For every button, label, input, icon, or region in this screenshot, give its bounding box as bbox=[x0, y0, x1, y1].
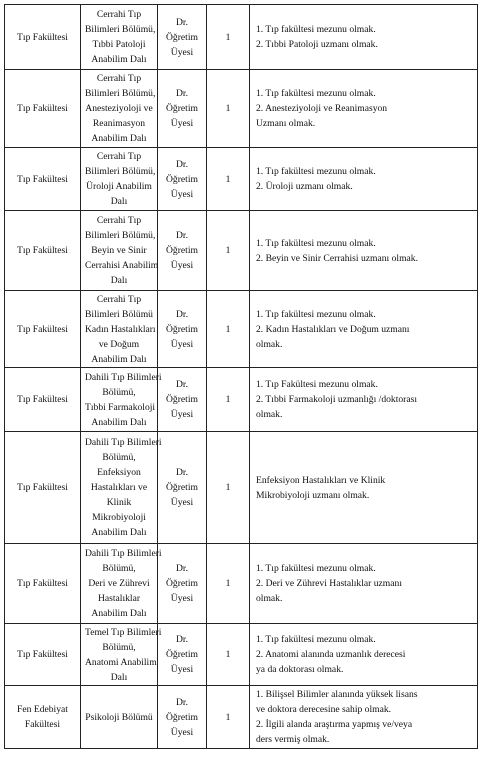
department-cell bbox=[81, 432, 162, 544]
requirements-line: 2. Beyin ve Sinir Cerrahisi uzmanı olmak. bbox=[256, 252, 418, 264]
requirements-cell bbox=[250, 432, 478, 544]
faculty-cell bbox=[5, 624, 81, 686]
position-count-cell bbox=[207, 544, 250, 624]
department-line: Hastalıkları ve bbox=[90, 482, 148, 493]
academic-title-line: Dr. bbox=[176, 563, 188, 574]
department-line: Cerrahi Tıp bbox=[96, 293, 142, 305]
department-line: Dahili Tıp Bilimleri bbox=[85, 437, 162, 448]
requirements-line: 1. Tıp fakültesi mezunu olmak. bbox=[256, 166, 376, 177]
requirements-cell bbox=[250, 544, 478, 624]
faculty-line: Fakültesi bbox=[24, 719, 61, 730]
position-count-cell bbox=[207, 686, 250, 749]
position-count-cell bbox=[207, 368, 250, 432]
faculty-cell bbox=[5, 5, 81, 70]
department-line: Bölümü, bbox=[102, 641, 136, 653]
position-count-cell bbox=[207, 624, 250, 686]
department-line: Dalı bbox=[110, 196, 128, 207]
requirements-line: 2. Tıbbi Farmakoloji uzmanlığı /doktorası bbox=[256, 394, 418, 405]
position-count-value: 1 bbox=[225, 482, 231, 493]
requirements-line: 2. Tıbbi Patoloji uzmanı olmak. bbox=[256, 39, 378, 50]
requirements-line: Mikrobiyoloji uzmanı olmak. bbox=[256, 489, 370, 501]
requirements-line: 2. Deri ve Zührevi Hastalıklar uzmanı bbox=[256, 578, 402, 589]
department-line: Bölümü, bbox=[102, 452, 136, 463]
requirements-line: ders vermiş olmak. bbox=[256, 734, 330, 745]
table-row bbox=[5, 211, 478, 291]
requirements-cell bbox=[250, 624, 478, 686]
faculty-cell bbox=[5, 368, 81, 432]
position-count-value: 1 bbox=[225, 649, 231, 660]
department-line: Anabilim Dalı bbox=[91, 527, 147, 538]
department-line: Cerrahi Tıp bbox=[96, 215, 142, 226]
academic-title-cell bbox=[158, 291, 207, 368]
department-cell bbox=[81, 544, 162, 624]
position-count-cell bbox=[207, 148, 250, 211]
academic-title-cell bbox=[158, 5, 207, 70]
requirements-line: olmak. bbox=[256, 593, 283, 604]
requirements-line: ya da doktorası olmak. bbox=[256, 664, 344, 675]
position-count-value: 1 bbox=[225, 245, 231, 256]
department-line: ve Doğum bbox=[98, 338, 140, 350]
academic-title-line: Öğretim bbox=[166, 482, 198, 493]
department-line: Bilimleri Bölümü, bbox=[85, 88, 156, 99]
department-cell bbox=[81, 5, 158, 70]
faculty-cell bbox=[5, 432, 81, 544]
academic-title-line: Üyesi bbox=[170, 409, 194, 420]
academic-title-line: Üyesi bbox=[170, 338, 194, 350]
department-line: Bilimleri Bölümü, bbox=[85, 24, 156, 35]
faculty-line: Tıp Fakültesi bbox=[17, 323, 68, 335]
academic-title-cell bbox=[158, 686, 207, 749]
department-line: Anabilim Dalı bbox=[91, 608, 147, 619]
academic-title-cell bbox=[158, 70, 207, 148]
department-line: Tıbbi Patoloji bbox=[92, 39, 146, 50]
requirements-cell bbox=[250, 5, 478, 70]
requirements-line: 1. Tıp fakültesi mezunu olmak. bbox=[256, 237, 376, 249]
requirements-line: 2. İlgili alanda araştırma yapmış ve/veya bbox=[256, 719, 413, 730]
department-line: Bölümü, bbox=[102, 563, 136, 574]
requirements-line: 1. Tıp fakültesi mezunu olmak. bbox=[256, 634, 376, 645]
department-line: Beyin ve Sinir bbox=[91, 245, 147, 256]
academic-title-line: Dr. bbox=[176, 379, 188, 390]
department-cell bbox=[81, 291, 158, 368]
faculty-cell bbox=[5, 544, 81, 624]
department-line: Dahili Tıp Bilimleri bbox=[85, 371, 162, 383]
department-line: Bilimleri Bölümü, bbox=[85, 166, 156, 177]
department-cell bbox=[81, 368, 162, 432]
department-line: Hastalıklar bbox=[97, 593, 141, 604]
requirements-line: 1. Tıp fakültesi mezunu olmak. bbox=[256, 24, 376, 35]
academic-title-line: Üyesi bbox=[170, 726, 194, 738]
position-count-cell bbox=[207, 291, 250, 368]
academic-title-line: Üyesi bbox=[170, 260, 194, 271]
academic-title-line: Dr. bbox=[176, 634, 188, 645]
requirements-line: 1. Tıp Fakültesi mezunu olmak. bbox=[256, 379, 378, 390]
department-line: Cerrahi Tıp bbox=[96, 73, 142, 84]
requirements-cell bbox=[250, 211, 478, 291]
academic-title-cell bbox=[158, 544, 207, 624]
requirements-cell bbox=[250, 686, 478, 749]
position-count-value: 1 bbox=[225, 711, 231, 723]
table-row bbox=[5, 5, 478, 70]
department-line: Dahili Tıp Bilimleri bbox=[85, 548, 162, 559]
department-cell bbox=[81, 211, 158, 291]
department-line: Klinik bbox=[106, 497, 132, 508]
department-line: Reanimasyon bbox=[92, 118, 146, 129]
department-line: Üroloji Anabilim bbox=[86, 181, 152, 192]
position-count-cell bbox=[207, 211, 250, 291]
department-line: Psikoloji Bölümü bbox=[85, 711, 153, 723]
table-row bbox=[5, 368, 478, 432]
requirements-line: 2. Anesteziyoloji ve Reanimasyon bbox=[256, 103, 388, 114]
table-row bbox=[5, 544, 478, 624]
department-line: Anabilim Dalı bbox=[91, 133, 147, 144]
department-line: Dalı bbox=[110, 671, 128, 683]
faculty-line: Tıp Fakültesi bbox=[17, 103, 68, 114]
department-line: Enfeksiyon bbox=[97, 467, 141, 478]
academic-title-line: Üyesi bbox=[170, 593, 194, 604]
academic-title-line: Öğretim bbox=[166, 578, 198, 589]
table-row bbox=[5, 624, 478, 686]
requirements-line: 2. Üroloji uzmanı olmak. bbox=[256, 181, 353, 192]
department-line: Dalı bbox=[110, 275, 128, 286]
position-count-value: 1 bbox=[225, 103, 231, 114]
department-line: Cerrahi Tıp bbox=[96, 151, 142, 162]
academic-title-line: Üyesi bbox=[170, 188, 194, 200]
academic-title-cell bbox=[158, 624, 207, 686]
department-line: Temel Tıp Bilimleri bbox=[85, 626, 162, 638]
faculty-line: Tıp Fakültesi bbox=[17, 578, 68, 589]
position-count-value: 1 bbox=[225, 578, 231, 589]
department-line: Anabilim Dalı bbox=[91, 416, 147, 428]
department-line: Anatomi Anabilim bbox=[85, 656, 157, 668]
requirements-line: 1. Tıp fakültesi mezunu olmak. bbox=[256, 88, 376, 99]
academic-title-line: Öğretim bbox=[166, 649, 198, 660]
requirements-line: Enfeksiyon Hastalıkları ve Klinik bbox=[256, 474, 386, 486]
requirements-line: 1. Tıp fakültesi mezunu olmak. bbox=[256, 563, 376, 574]
academic-title-line: Dr. bbox=[176, 16, 188, 28]
department-line: Mikrobiyoloji bbox=[92, 512, 146, 523]
faculty-line: Tıp Fakültesi bbox=[17, 31, 68, 43]
academic-title-line: Öğretim bbox=[166, 31, 198, 43]
faculty-line: Tıp Fakültesi bbox=[17, 245, 68, 256]
academic-title-line: Üyesi bbox=[170, 664, 194, 675]
academic-title-line: Dr. bbox=[176, 158, 188, 170]
position-count-value: 1 bbox=[225, 323, 231, 335]
requirements-line: 1. Bilişsel Bilimler alanında yüksek lisans bbox=[256, 689, 418, 700]
academic-title-line: Dr. bbox=[176, 467, 188, 478]
department-line: Kadın Hastalıkları bbox=[85, 323, 156, 335]
department-line: Anabilim Dalı bbox=[91, 54, 147, 65]
department-cell bbox=[81, 70, 158, 148]
table-row bbox=[5, 686, 478, 749]
department-line: Anabilim Dalı bbox=[91, 353, 147, 365]
department-cell bbox=[81, 686, 158, 749]
academic-title-cell bbox=[158, 148, 207, 211]
faculty-cell bbox=[5, 686, 81, 749]
department-cell bbox=[81, 624, 162, 686]
requirements-line: olmak. bbox=[256, 409, 283, 420]
table-row bbox=[5, 432, 478, 544]
department-line: Tıbbi Farmakoloji bbox=[85, 401, 156, 413]
requirements-line: 1. Tıp fakültesi mezunu olmak. bbox=[256, 308, 376, 320]
requirements-line: ve doktora derecesine sahip olmak. bbox=[256, 704, 392, 715]
position-count-value: 1 bbox=[225, 394, 231, 405]
requirements-cell bbox=[250, 291, 478, 368]
department-line: Cerrahi Tıp bbox=[96, 9, 142, 20]
faculty-cell bbox=[5, 291, 81, 368]
requirements-line: 2. Anatomi alanında uzmanlık derecesi bbox=[256, 649, 406, 660]
academic-title-line: Öğretim bbox=[166, 394, 198, 405]
academic-title-line: Dr. bbox=[176, 696, 188, 708]
department-cell bbox=[81, 148, 158, 211]
academic-title-cell bbox=[158, 432, 207, 544]
department-line: Bilimleri Bölümü bbox=[85, 308, 153, 320]
faculty-line: Fen Edebiyat bbox=[17, 704, 68, 715]
academic-title-line: Dr. bbox=[176, 308, 188, 320]
positions-table bbox=[4, 4, 478, 749]
table-row bbox=[5, 291, 478, 368]
faculty-line: Tıp Fakültesi bbox=[17, 394, 68, 405]
academic-title-line: Dr. bbox=[176, 230, 188, 241]
academic-title-line: Üyesi bbox=[170, 118, 194, 129]
faculty-cell bbox=[5, 211, 81, 291]
academic-title-line: Dr. bbox=[176, 88, 188, 99]
position-count-cell bbox=[207, 432, 250, 544]
table-row bbox=[5, 148, 478, 211]
faculty-line: Tıp Fakültesi bbox=[17, 173, 68, 185]
academic-title-line: Üyesi bbox=[170, 46, 194, 58]
department-line: Deri ve Zührevi bbox=[88, 578, 150, 589]
position-count-cell bbox=[207, 5, 250, 70]
academic-title-line: Öğretim bbox=[166, 323, 198, 335]
academic-title-line: Üyesi bbox=[170, 497, 194, 508]
department-line: Cerrahisi Anabilim bbox=[85, 260, 159, 271]
academic-title-cell bbox=[158, 368, 207, 432]
faculty-cell bbox=[5, 70, 81, 148]
requirements-line: olmak. bbox=[256, 338, 283, 350]
table-row bbox=[5, 70, 478, 148]
position-count-value: 1 bbox=[225, 31, 231, 43]
requirements-cell bbox=[250, 70, 478, 148]
requirements-cell bbox=[250, 368, 478, 432]
academic-title-line: Öğretim bbox=[166, 173, 198, 185]
department-line: Anesteziyoloji ve bbox=[85, 103, 153, 114]
academic-title-line: Öğretim bbox=[166, 245, 198, 256]
academic-title-line: Öğretim bbox=[166, 711, 198, 723]
requirements-cell bbox=[250, 148, 478, 211]
faculty-line: Tıp Fakültesi bbox=[17, 482, 68, 493]
department-line: Bilimleri Bölümü, bbox=[85, 230, 156, 241]
requirements-line: Uzmanı olmak. bbox=[256, 118, 316, 129]
academic-title-cell bbox=[158, 211, 207, 291]
faculty-line: Tıp Fakültesi bbox=[17, 649, 68, 660]
position-count-value: 1 bbox=[225, 173, 231, 185]
position-count-cell bbox=[207, 70, 250, 148]
positions-table-body bbox=[5, 5, 478, 749]
department-line: Bölümü, bbox=[102, 386, 136, 398]
academic-title-line: Öğretim bbox=[166, 103, 198, 114]
faculty-cell bbox=[5, 148, 81, 211]
requirements-line: 2. Kadın Hastalıkları ve Doğum uzmanı bbox=[256, 323, 410, 335]
